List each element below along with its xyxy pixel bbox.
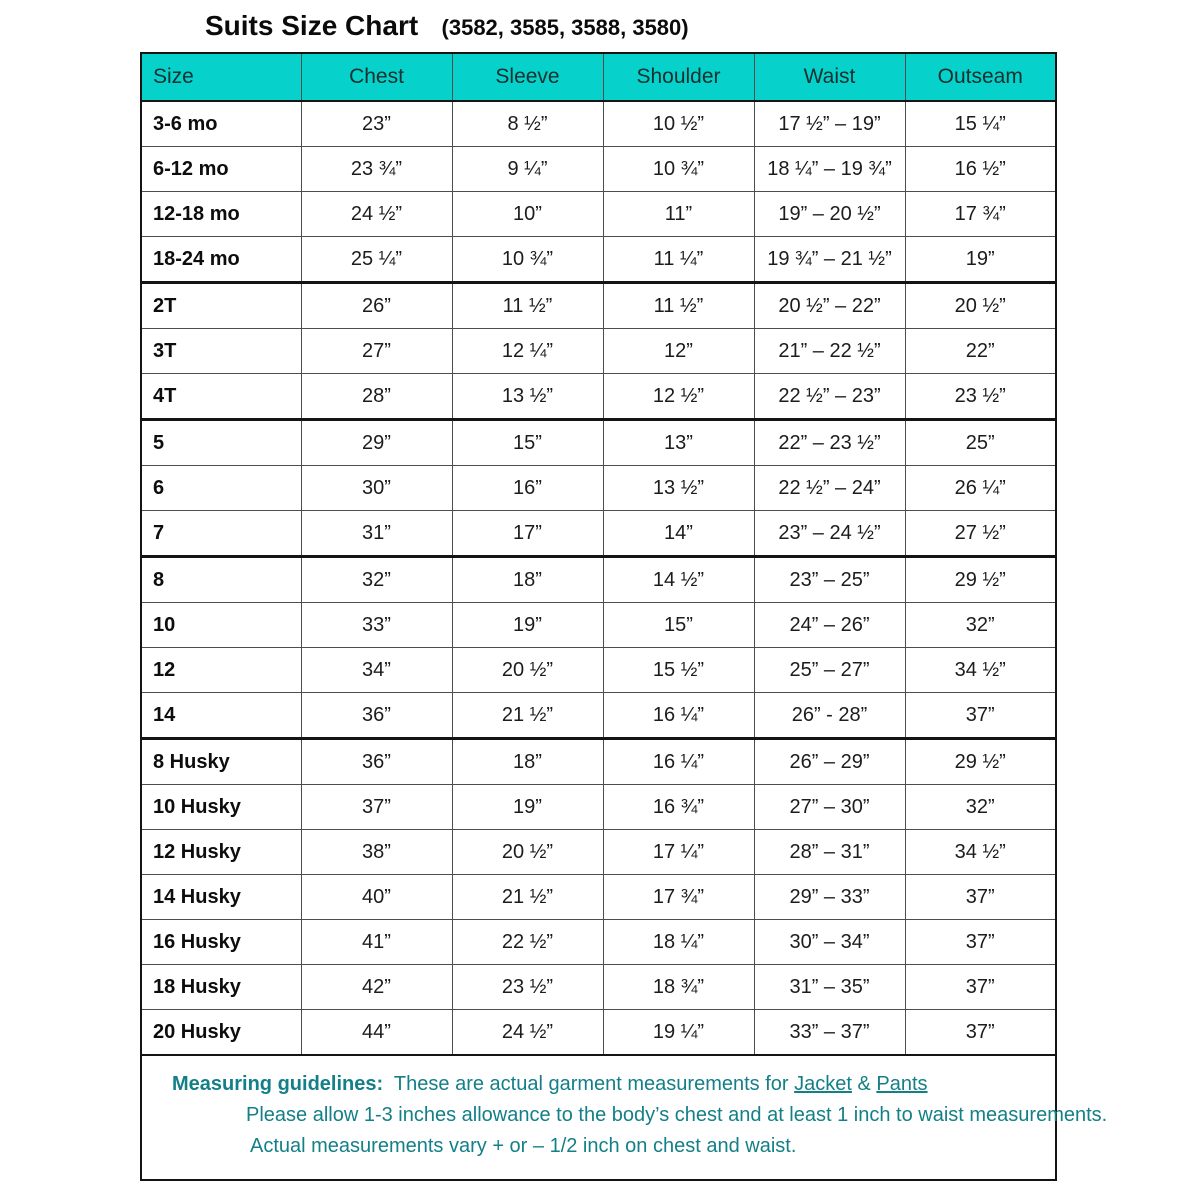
outseam-cell: 23 ½” <box>905 374 1056 420</box>
table-row <box>141 511 1056 557</box>
chest-cell: 25 ¼” <box>301 237 452 283</box>
column-header-chest: Chest <box>301 53 452 101</box>
outseam-cell: 34 ½” <box>905 648 1056 693</box>
shoulder-cell: 11 ½” <box>603 283 754 329</box>
column-header-sleeve: Sleeve <box>452 53 603 101</box>
table-row <box>141 785 1056 830</box>
sleeve-cell: 17” <box>452 511 603 557</box>
chest-cell: 29” <box>301 420 452 466</box>
table-row <box>141 648 1056 693</box>
waist-cell: 30” – 34” <box>754 920 905 965</box>
table-row <box>141 739 1056 785</box>
outseam-cell: 15 ¼” <box>905 101 1056 147</box>
shoulder-cell: 17 ¼” <box>603 830 754 875</box>
table-row <box>141 374 1056 420</box>
sleeve-cell: 8 ½” <box>452 101 603 147</box>
sleeve-cell: 10” <box>452 192 603 237</box>
waist-cell: 26” – 29” <box>754 739 905 785</box>
outseam-cell: 17 ¾” <box>905 192 1056 237</box>
chest-cell: 33” <box>301 603 452 648</box>
size-cell: 4T <box>141 374 301 420</box>
chest-cell: 37” <box>301 785 452 830</box>
shoulder-cell: 16 ¾” <box>603 785 754 830</box>
chest-cell: 28” <box>301 374 452 420</box>
outseam-cell: 22” <box>905 329 1056 374</box>
size-table-body <box>141 101 1056 1055</box>
waist-cell: 26” - 28” <box>754 693 905 739</box>
shoulder-cell: 15 ½” <box>603 648 754 693</box>
shoulder-cell: 16 ¼” <box>603 693 754 739</box>
table-row <box>141 420 1056 466</box>
chest-cell: 23” <box>301 101 452 147</box>
chest-cell: 42” <box>301 965 452 1010</box>
chest-cell: 24 ½” <box>301 192 452 237</box>
guidelines-line-1 <box>142 1069 1055 1100</box>
size-cell: 10 <box>141 603 301 648</box>
guidelines-separator <box>383 1073 394 1095</box>
sleeve-cell: 22 ½” <box>452 920 603 965</box>
table-row <box>141 1010 1056 1056</box>
shoulder-cell: 19 ¼” <box>603 1010 754 1056</box>
waist-cell: 21” – 22 ½” <box>754 329 905 374</box>
sleeve-cell: 20 ½” <box>452 648 603 693</box>
shoulder-cell: 17 ¾” <box>603 875 754 920</box>
size-cell: 6 <box>141 466 301 511</box>
chest-cell: 30” <box>301 466 452 511</box>
chest-cell: 36” <box>301 693 452 739</box>
size-cell: 18-24 mo <box>141 237 301 283</box>
table-row <box>141 603 1056 648</box>
size-cell: 14 Husky <box>141 875 301 920</box>
size-cell: 20 Husky <box>141 1010 301 1056</box>
waist-cell: 24” – 26” <box>754 603 905 648</box>
waist-cell: 20 ½” – 22” <box>754 283 905 329</box>
sleeve-cell: 13 ½” <box>452 374 603 420</box>
outseam-cell: 37” <box>905 1010 1056 1056</box>
table-row <box>141 101 1056 147</box>
outseam-cell: 37” <box>905 965 1056 1010</box>
table-row <box>141 920 1056 965</box>
shoulder-cell: 18 ¾” <box>603 965 754 1010</box>
shoulder-cell: 12” <box>603 329 754 374</box>
chest-cell: 36” <box>301 739 452 785</box>
size-cell: 10 Husky <box>141 785 301 830</box>
outseam-cell: 19” <box>905 237 1056 283</box>
table-row <box>141 557 1056 603</box>
chest-cell: 23 ¾” <box>301 147 452 192</box>
waist-cell: 31” – 35” <box>754 965 905 1010</box>
shoulder-cell: 11” <box>603 192 754 237</box>
guidelines-line-3: Actual measurements vary + or – 1/2 inch on chest and waist. <box>250 1135 797 1157</box>
table-row <box>141 147 1056 192</box>
size-cell: 2T <box>141 283 301 329</box>
title-space <box>426 10 434 41</box>
chest-cell: 34” <box>301 648 452 693</box>
outseam-cell: 32” <box>905 603 1056 648</box>
size-cell: 5 <box>141 420 301 466</box>
outseam-cell: 29 ½” <box>905 739 1056 785</box>
sleeve-cell: 20 ½” <box>452 830 603 875</box>
size-cell: 8 Husky <box>141 739 301 785</box>
page-title-main: Suits Size Chart <box>205 10 419 41</box>
page-title-style-numbers: (3582, 3585, 3588, 3580) <box>441 15 689 40</box>
table-row <box>141 192 1056 237</box>
size-cell: 12 <box>141 648 301 693</box>
size-cell: 7 <box>141 511 301 557</box>
table-row <box>141 875 1056 920</box>
table-row <box>141 466 1056 511</box>
sleeve-cell: 21 ½” <box>452 875 603 920</box>
page-title <box>205 10 1200 44</box>
measuring-guidelines-box <box>140 1056 1108 1181</box>
outseam-cell: 34 ½” <box>905 830 1056 875</box>
shoulder-cell: 10 ½” <box>603 101 754 147</box>
chest-cell: 41” <box>301 920 452 965</box>
table-row <box>141 329 1056 374</box>
sleeve-cell: 16” <box>452 466 603 511</box>
column-header-outseam: Outseam <box>905 53 1056 101</box>
table-header <box>141 53 1056 101</box>
waist-cell: 18 ¼” – 19 ¾” <box>754 147 905 192</box>
chest-cell: 31” <box>301 511 452 557</box>
table-row <box>141 237 1056 283</box>
waist-cell: 29” – 33” <box>754 875 905 920</box>
outseam-cell: 20 ½” <box>905 283 1056 329</box>
waist-cell: 22 ½” – 23” <box>754 374 905 420</box>
sleeve-cell: 15” <box>452 420 603 466</box>
waist-cell: 19 ¾” – 21 ½” <box>754 237 905 283</box>
outseam-cell: 16 ½” <box>905 147 1056 192</box>
size-cell: 12-18 mo <box>141 192 301 237</box>
table-row <box>141 283 1056 329</box>
size-cell: 8 <box>141 557 301 603</box>
size-chart-table <box>140 52 1057 1056</box>
shoulder-cell: 12 ½” <box>603 374 754 420</box>
column-header-size: Size <box>141 53 301 101</box>
shoulder-cell: 10 ¾” <box>603 147 754 192</box>
sleeve-cell: 9 ¼” <box>452 147 603 192</box>
size-cell: 3T <box>141 329 301 374</box>
outseam-cell: 25” <box>905 420 1056 466</box>
column-header-shoulder: Shoulder <box>603 53 754 101</box>
shoulder-cell: 18 ¼” <box>603 920 754 965</box>
waist-cell: 28” – 31” <box>754 830 905 875</box>
size-cell: 18 Husky <box>141 965 301 1010</box>
size-cell: 16 Husky <box>141 920 301 965</box>
sleeve-cell: 18” <box>452 739 603 785</box>
guidelines-line-2: Please allow 1-3 inches allowance to the body’s chest and at least 1 inch to waist measurements. <box>246 1104 1108 1126</box>
chest-cell: 26” <box>301 283 452 329</box>
outseam-cell: 29 ½” <box>905 557 1056 603</box>
pants-link[interactable]: Pants <box>876 1073 928 1095</box>
waist-cell: 27” – 30” <box>754 785 905 830</box>
size-cell: 6-12 mo <box>141 147 301 192</box>
waist-cell: 33” – 37” <box>754 1010 905 1056</box>
chest-cell: 32” <box>301 557 452 603</box>
shoulder-cell: 11 ¼” <box>603 237 754 283</box>
sleeve-cell: 19” <box>452 785 603 830</box>
sleeve-cell: 12 ¼” <box>452 329 603 374</box>
table-row <box>141 693 1056 739</box>
chest-cell: 40” <box>301 875 452 920</box>
table-row <box>141 965 1056 1010</box>
sleeve-cell: 10 ¾” <box>452 237 603 283</box>
waist-cell: 23” – 24 ½” <box>754 511 905 557</box>
guidelines-ampersand: & <box>851 1073 877 1095</box>
shoulder-cell: 15” <box>603 603 754 648</box>
chest-cell: 44” <box>301 1010 452 1056</box>
outseam-cell: 27 ½” <box>905 511 1056 557</box>
outseam-cell: 37” <box>905 875 1056 920</box>
waist-cell: 17 ½” – 19” <box>754 101 905 147</box>
size-cell: 3-6 mo <box>141 101 301 147</box>
size-cell: 14 <box>141 693 301 739</box>
column-header-waist: Waist <box>754 53 905 101</box>
sleeve-cell: 11 ½” <box>452 283 603 329</box>
sleeve-cell: 24 ½” <box>452 1010 603 1056</box>
outseam-cell: 37” <box>905 920 1056 965</box>
outseam-cell: 26 ¼” <box>905 466 1056 511</box>
sleeve-cell: 21 ½” <box>452 693 603 739</box>
chest-cell: 38” <box>301 830 452 875</box>
shoulder-cell: 13 ½” <box>603 466 754 511</box>
waist-cell: 25” – 27” <box>754 648 905 693</box>
guidelines-intro: These are actual garment measurements for <box>393 1073 795 1095</box>
sleeve-cell: 18” <box>452 557 603 603</box>
waist-cell: 22” – 23 ½” <box>754 420 905 466</box>
sleeve-cell: 19” <box>452 603 603 648</box>
shoulder-cell: 16 ¼” <box>603 739 754 785</box>
shoulder-cell: 14 ½” <box>603 557 754 603</box>
jacket-link[interactable]: Jacket <box>794 1073 852 1095</box>
table-row <box>141 830 1056 875</box>
sleeve-cell: 23 ½” <box>452 965 603 1010</box>
size-cell: 12 Husky <box>141 830 301 875</box>
waist-cell: 22 ½” – 24” <box>754 466 905 511</box>
waist-cell: 23” – 25” <box>754 557 905 603</box>
shoulder-cell: 13” <box>603 420 754 466</box>
header-row <box>141 53 1056 101</box>
guidelines-label: Measuring guidelines: <box>172 1073 384 1095</box>
outseam-cell: 37” <box>905 693 1056 739</box>
chest-cell: 27” <box>301 329 452 374</box>
outseam-cell: 32” <box>905 785 1056 830</box>
waist-cell: 19” – 20 ½” <box>754 192 905 237</box>
shoulder-cell: 14” <box>603 511 754 557</box>
